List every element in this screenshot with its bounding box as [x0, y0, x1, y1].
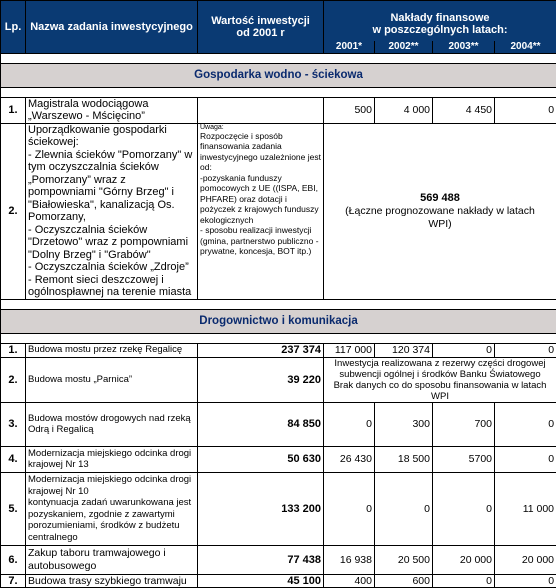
- header-year-2002: 2002**: [375, 41, 433, 54]
- row-year-2004: 20 000: [495, 545, 556, 574]
- note-text: Rozpoczęcie i sposób finansowania zadania inwestycyjnego uzależnione jest od: -pozyskania funduszy pomocowych z UE ((ISPA, EBI, PHFARE) oraz dotacji i pożyczek z krajowych funduszy ekologicznych - sposobu realizacji inwestycji (gmina, partnerstwo publiczno - prywatne, koncesja, BOT itp.): [200, 131, 321, 257]
- table-row: [1, 545, 556, 574]
- table-row: [1, 97, 556, 123]
- row-year-2002: 120 374: [375, 343, 433, 357]
- row-lp: 1.: [1, 97, 26, 123]
- row-year-2004: 0: [495, 97, 556, 123]
- row-year-2003: 0: [433, 343, 495, 357]
- row-year-2003: 4 450: [433, 97, 495, 123]
- spacer-row: [1, 53, 556, 63]
- section-roads-title: Drogownictwo i komunikacja: [1, 309, 556, 333]
- header-row: [1, 1, 556, 41]
- row-year-2002: 4 000: [375, 97, 433, 123]
- header-naklady: [324, 1, 556, 41]
- row-name: Budowa mostu przez rzekę Regalicę: [26, 343, 198, 357]
- row-value: 237 374: [198, 343, 324, 357]
- row-name: Budowa mostów drogowych nad rzeką Odrą i Regalicą: [26, 402, 198, 446]
- row-year-2004: 11 000: [495, 472, 556, 545]
- row-name: Zakup taboru tramwajowego i autobusowego: [26, 545, 198, 574]
- row-year-2001: 26 430: [324, 446, 375, 472]
- header-year-2004: 2004**: [495, 41, 556, 54]
- spacer-row: [1, 87, 556, 97]
- row-total-value: 569 488: [334, 192, 546, 205]
- row-name: Budowa mostu „Parnica”: [26, 357, 198, 402]
- row-value: 45 100: [198, 574, 324, 588]
- table-row: [1, 123, 556, 299]
- header-value-line2: od 2001 r: [200, 27, 321, 39]
- row-value: 84 850: [198, 402, 324, 446]
- row-lp: 2.: [1, 357, 26, 402]
- row-name: Budowa trasy szybkiego tramwaju: [26, 574, 198, 588]
- table-row: [1, 446, 556, 472]
- row-year-2002: 18 500: [375, 446, 433, 472]
- table-row: [1, 574, 556, 588]
- row-year-2001: 500: [324, 97, 375, 123]
- spacer-row: [1, 299, 556, 309]
- row-lp: 2.: [1, 123, 26, 299]
- header-lp: Lp.: [1, 1, 26, 54]
- row-lp: 7.: [1, 574, 26, 588]
- row-year-2003: 700: [433, 402, 495, 446]
- row-name: Magistrala wodociągowa „Warszewo - Mścięcino”: [26, 97, 198, 123]
- row-year-2004: 0: [495, 402, 556, 446]
- section-roads: [1, 309, 556, 333]
- row-value: 50 630: [198, 446, 324, 472]
- row-year-2003: 5700: [433, 446, 495, 472]
- row-funding-note: [198, 123, 324, 299]
- row-lp: 5.: [1, 472, 26, 545]
- header-naklady-line1: Nakłady finansowe: [326, 12, 554, 24]
- row-funding-note: Inwestycja realizowana z rezerwy części drogowej subwencji ogólnej i środków Banku Światowego Brak danych co do sposobu finansowania w latach WPI: [324, 357, 556, 402]
- table-row: [1, 472, 556, 545]
- header-year-2001: 2001*: [324, 41, 375, 54]
- row-year-2001: 0: [324, 472, 375, 545]
- header-name: Nazwa zadania inwestycyjnego: [26, 1, 198, 54]
- spacer-row: [1, 333, 556, 343]
- row-year-2004: 0: [495, 446, 556, 472]
- row-name: Modernizacja miejskiego odcinka drogi krajowej Nr 10 kontynuacja zadań uwarunkowana jest pozyskaniem, zgodnie z zawartymi porozumieniami, środków z budżetu centralnego: [26, 472, 198, 545]
- header-year-2003: 2003**: [433, 41, 495, 54]
- row-lp: 4.: [1, 446, 26, 472]
- section-water-title: Gospodarka wodno - ściekowa: [1, 63, 556, 87]
- row-year-2003: 0: [433, 574, 495, 588]
- table-row: [1, 357, 556, 402]
- row-value: 77 438: [198, 545, 324, 574]
- row-value: 39 220: [198, 357, 324, 402]
- row-year-2002: 600: [375, 574, 433, 588]
- table-row: [1, 343, 556, 357]
- row-lp: 6.: [1, 545, 26, 574]
- row-total-note: (Łączne prognozowane nakłady w latach WPI): [334, 205, 546, 231]
- row-lp: 3.: [1, 402, 26, 446]
- row-year-2002: 20 500: [375, 545, 433, 574]
- row-year-2001: 117 000: [324, 343, 375, 357]
- row-year-2003: 0: [433, 472, 495, 545]
- row-year-2003: 20 000: [433, 545, 495, 574]
- header-value-line1: Wartość inwestycji: [200, 15, 321, 27]
- row-name: Uporządkowanie gospodarki ściekowej: - Zlewnia ścieków "Pomorzany" w tym oczyszczalnia ścieków „Pomorzany” wraz z pompowniami "Górny Brzeg" i "Białowieska", kanalizacją Os. Pomorzany, - Oczyszczalnia ścieków "Drzetowo" wraz z pompowniami "Dolny Brzeg" i "Grabów" - Oczyszczalnia ścieków „Zdroje” - Remont sieci deszczowej i ogólnospławnej na terenie miasta: [26, 123, 198, 299]
- row-year-2001: 400: [324, 574, 375, 588]
- note-heading: Uwaga:: [200, 124, 321, 131]
- header-value: [198, 1, 324, 54]
- row-value: 133 200: [198, 472, 324, 545]
- row-year-2004: 0: [495, 343, 556, 357]
- section-water: [1, 63, 556, 87]
- row-value: [198, 97, 324, 123]
- row-year-2001: 0: [324, 402, 375, 446]
- row-name: Modernizacja miejskiego odcinka drogi krajowej Nr 13: [26, 446, 198, 472]
- row-year-2002: 300: [375, 402, 433, 446]
- row-year-2004: 0: [495, 574, 556, 588]
- header-naklady-line2: w poszczególnych latach:: [326, 24, 554, 36]
- table-row: [1, 402, 556, 446]
- row-year-2001: 16 938: [324, 545, 375, 574]
- row-lp: 1.: [1, 343, 26, 357]
- row-total: [324, 123, 556, 299]
- row-year-2002: 0: [375, 472, 433, 545]
